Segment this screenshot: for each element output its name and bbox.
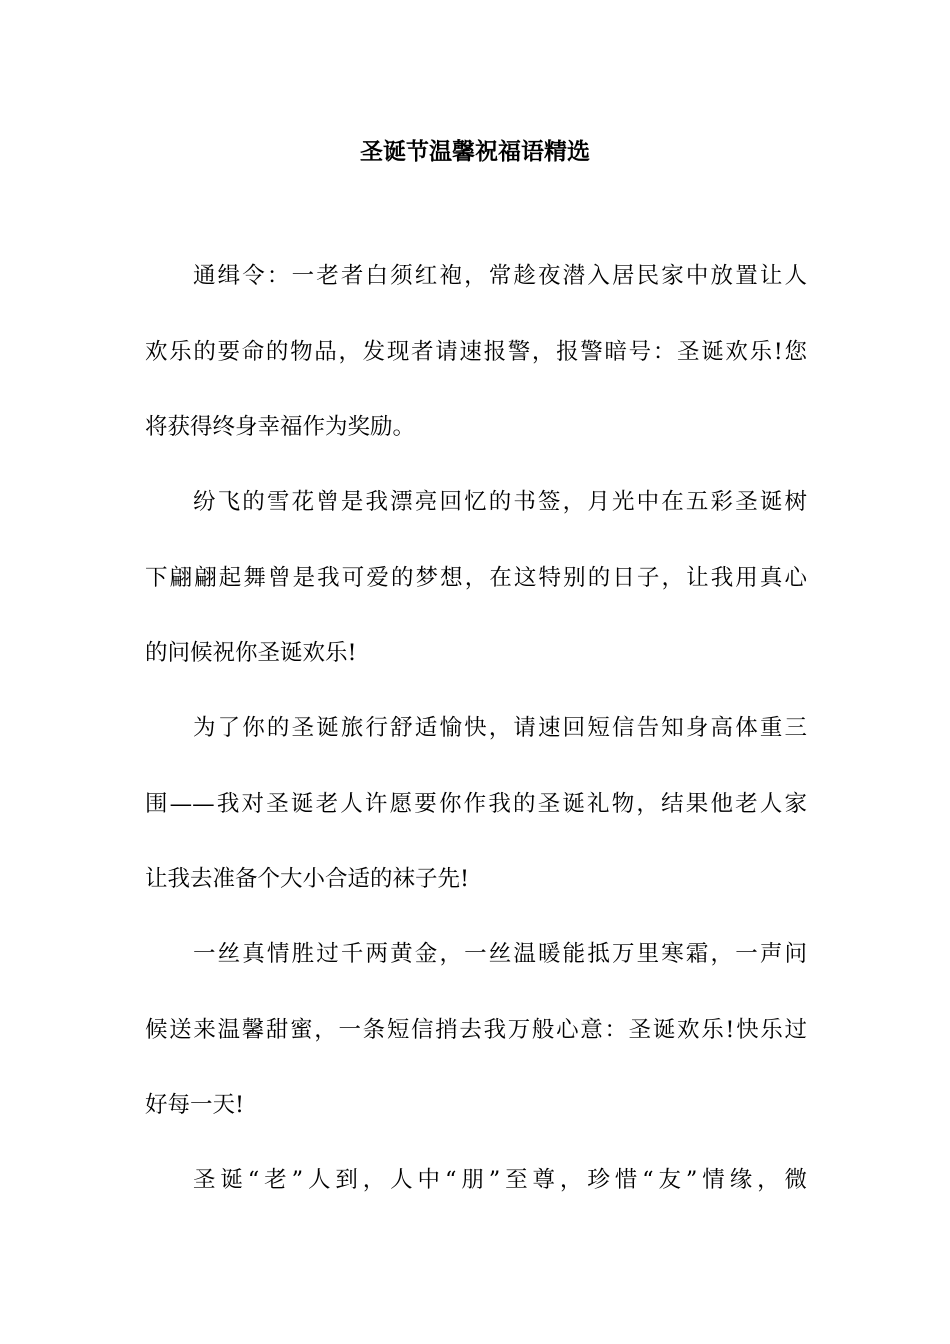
text-line: 让我去准备个大小合适的袜子先! bbox=[145, 866, 470, 892]
text-line: 候送来温馨甜蜜，一条短信捎去我万般心意：圣诞欢乐!快乐过 bbox=[145, 1017, 807, 1043]
text-line: 圣诞“老”人到，人中“朋”至尊，珍惜“友”情缘，微 bbox=[193, 1167, 807, 1193]
text-line: 纷飞的雪花曾是我漂亮回忆的书签，月光中在五彩圣诞树 bbox=[193, 489, 807, 515]
text-line: 围——我对圣诞老人许愿要你作我的圣诞礼物，结果他老人家 bbox=[145, 791, 807, 817]
text-line: 将获得终身幸福作为奖励。 bbox=[145, 414, 416, 440]
text-line: 好每一天! bbox=[145, 1092, 245, 1118]
text-line: 欢乐的要命的物品，发现者请速报警，报警暗号：圣诞欢乐!您 bbox=[145, 339, 807, 365]
text-line: 的问候祝你圣诞欢乐! bbox=[145, 640, 357, 666]
text-line: 通缉令：一老者白须红袍，常趁夜潜入居民家中放置让人 bbox=[193, 263, 807, 289]
text-line: 一丝真情胜过千两黄金，一丝温暖能抵万里寒霜，一声问 bbox=[193, 941, 807, 967]
text-line: 为了你的圣诞旅行舒适愉快，请速回短信告知身高体重三 bbox=[193, 715, 807, 741]
document-title: 圣诞节温馨祝福语精选 bbox=[360, 138, 590, 165]
text-line: 下翩翩起舞曾是我可爱的梦想，在这特别的日子，让我用真心 bbox=[145, 565, 807, 591]
